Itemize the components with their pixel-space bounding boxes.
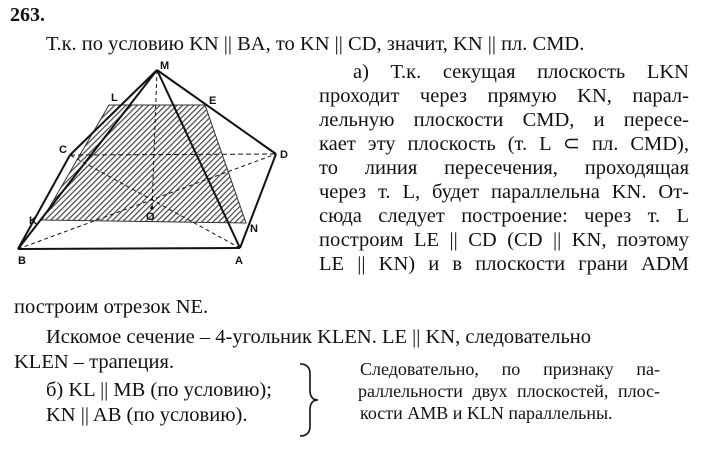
- conclusion-line-1: Искомое сечение – 4-угольник KLEN. LE || KN, следовательно: [46, 326, 592, 348]
- part-a-line-1: а) Т.к. секущая плоскость LKN: [353, 61, 689, 83]
- label-e: E: [209, 95, 217, 107]
- result-line-3: кости AMB и KLN параллельны.: [360, 403, 613, 423]
- part-a-line-6: через т. L, будет параллельна KN. От-: [319, 181, 689, 203]
- part-a-paragraph: [319, 60, 689, 276]
- result-line-2: раллельности двух плоскостей, плос-: [358, 381, 660, 401]
- label-m: M: [160, 60, 170, 72]
- label-k: K: [29, 215, 37, 227]
- part-a-line-2: проходит через прямую KN, парал-: [319, 85, 689, 107]
- problem-number: 263.: [10, 4, 45, 26]
- part-b-result: [360, 358, 660, 424]
- conclusion-line-2: KLEN – трапеция.: [14, 351, 175, 373]
- part-a-line-4: кает эту плоскость (т. L ⊂ пл. CMD),: [319, 133, 689, 155]
- label-n: N: [250, 223, 258, 235]
- label-l: L: [111, 92, 118, 104]
- label-a: A: [235, 255, 243, 267]
- point-o: [150, 206, 154, 210]
- label-d: D: [280, 149, 288, 161]
- part-a-line-7: сюда следует построение: через т. L: [319, 205, 689, 227]
- label-o: O: [146, 211, 155, 223]
- pyramid-figure: [14, 58, 314, 272]
- part-a-continuation: построим отрезок NE.: [14, 296, 209, 318]
- label-b: B: [18, 255, 26, 267]
- part-a-line-9: LE || KN) и в плоскости грани ADM: [319, 253, 689, 275]
- intro-line: Т.к. по условию KN || BA, то KN || CD, значит, KN || пл. CMD.: [46, 33, 585, 55]
- part-b-line-1: б) KL || MB (по условию);: [46, 379, 272, 401]
- section-klen: [42, 105, 246, 223]
- part-b-line-2: KN || AB (по условию).: [46, 404, 248, 426]
- edge-ba: [18, 248, 240, 249]
- part-a-line-5: то линия пересечения, проходящая: [319, 157, 689, 179]
- label-c: C: [59, 144, 67, 156]
- edge-ad: [240, 154, 276, 248]
- part-a-line-8: построим LE || CD (CD || KN, поэтому: [319, 229, 689, 251]
- part-a-line-3: лельную плоскости CMD, и пересе-: [319, 109, 689, 131]
- curly-brace: [296, 362, 320, 438]
- result-line-1: Следовательно, по признаку па-: [360, 359, 660, 379]
